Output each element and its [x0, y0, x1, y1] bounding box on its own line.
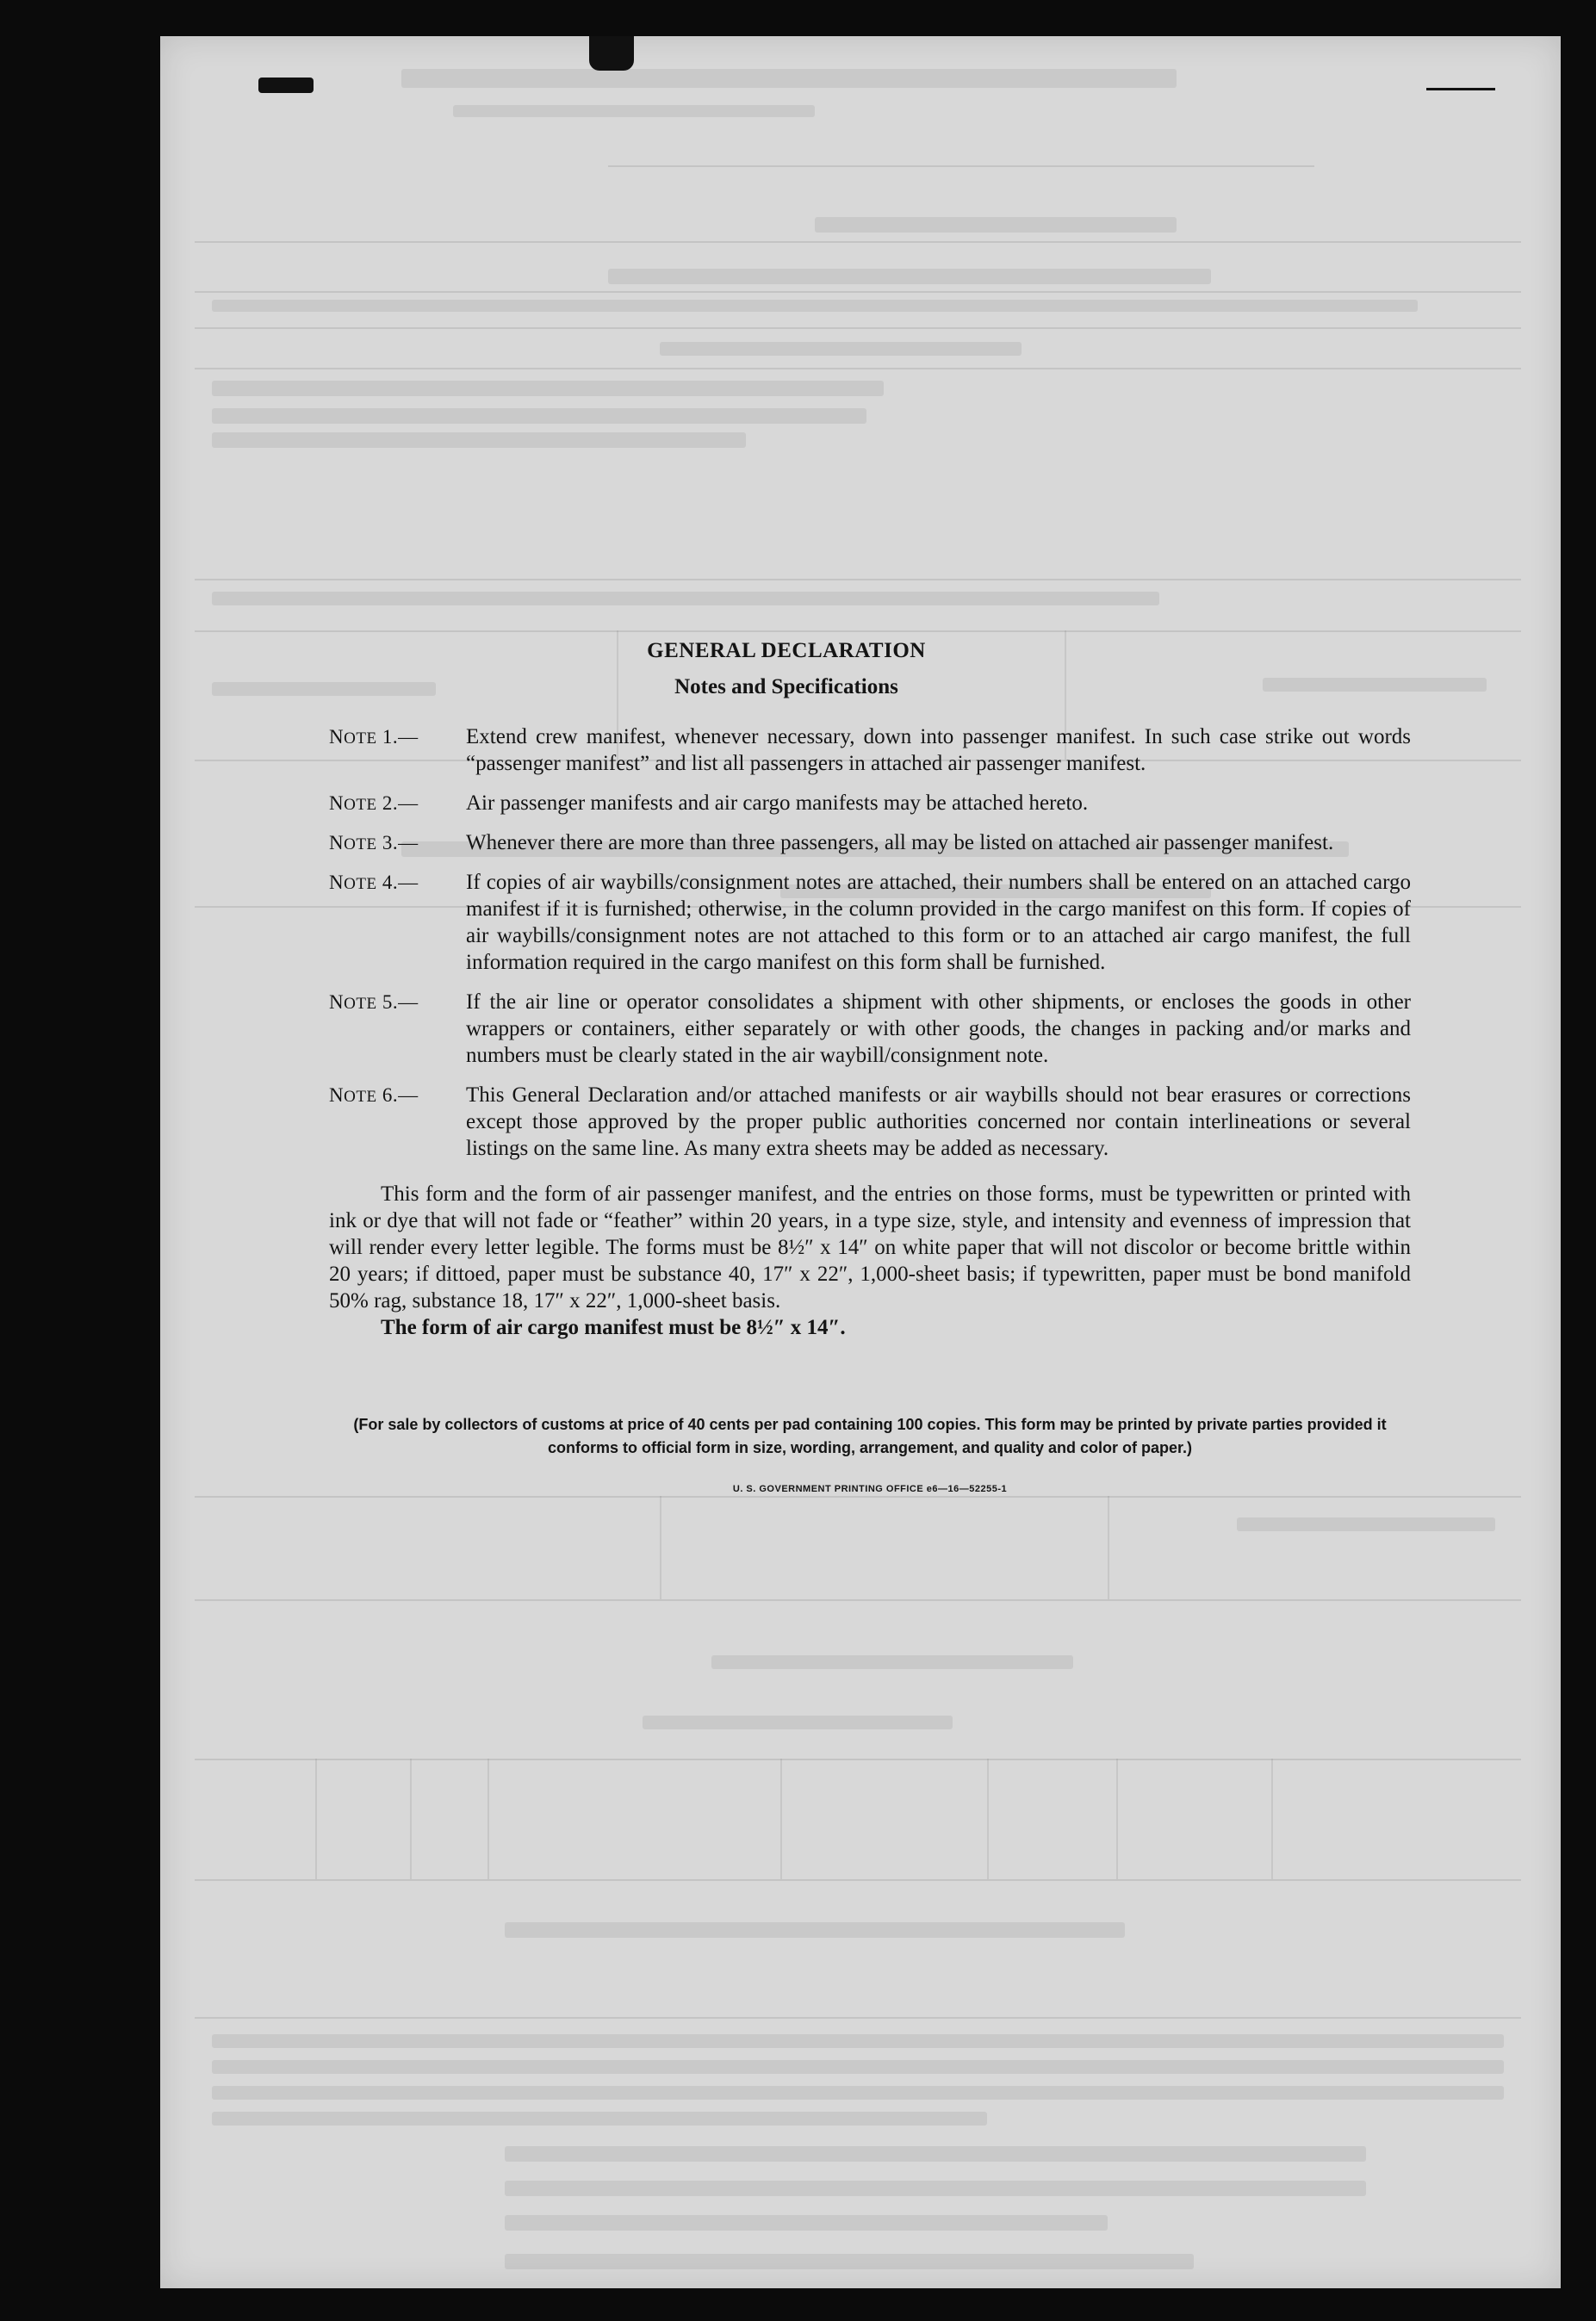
document-page [160, 36, 1561, 2288]
scan-artifact-mark [1426, 88, 1495, 90]
note-4 [329, 869, 1411, 976]
note-3 [329, 829, 1411, 856]
note-text: Air passenger manifests and air cargo manifests may be attached hereto. [466, 791, 1089, 815]
note-text: Extend crew manifest, whenever necessary, down into passenger manifest. In such case strike out words “passenger manifest” and list all passengers in attached air passenger manifest. [466, 725, 1411, 775]
note-label: NOTE 3.— [329, 832, 419, 853]
note-2 [329, 790, 1411, 816]
note-label: NOTE 1.— [329, 726, 419, 748]
scan-artifact-mark [258, 78, 314, 93]
note-text: Whenever there are more than three passengers, all may be listed on attached air passenger manifest. [466, 831, 1334, 854]
note-text: If copies of air waybills/consignment notes are attached, their numbers shall be entered on an attached cargo manifest if it is furnished; otherwise, in the column provided in the cargo manifest on this form. If copies of air waybills/consignment notes are not attached to this form or to an attached air cargo manifest, the full information required in the cargo manifest on this form shall be furnished. [466, 871, 1411, 974]
printing-office-line: U. S. GOVERNMENT PRINTING OFFICE e6—16—52255-1 [732, 1484, 1008, 1494]
note-label: NOTE 5.— [329, 991, 419, 1013]
cargo-manifest-size-line: The form of air cargo manifest must be 8½″ x 14″. [381, 1316, 846, 1339]
document-subtitle: Notes and Specifications [674, 675, 898, 698]
note-text: This General Declaration and/or attached manifests or air waybills should not bear erasures or corrections except those approved by the proper public authorities concerned nor contain interlineations or several listings on the same line. As many extra sheets may be added as necessary. [466, 1083, 1411, 1160]
note-text: If the air line or operator consolidates a shipment with other shipments, or encloses the goods in other wrappers or containers, either separately or with other goods, the changes in packing and/or marks and numbers must be clearly stated in the air waybill/consignment note. [466, 990, 1411, 1067]
note-6 [329, 1082, 1411, 1162]
notes-content [329, 639, 1561, 1494]
scan-artifact-mark [589, 36, 634, 71]
note-1 [329, 723, 1411, 777]
sale-notice: (For sale by collectors of customs at price of 40 cents per pad containing 100 copies. This form may be printed by private parties provided it conforms to official form in size, wording, arrangement, and quality and color of paper.) [353, 1416, 1387, 1456]
note-label: NOTE 2.— [329, 792, 419, 814]
note-label: NOTE 6.— [329, 1084, 419, 1106]
note-5 [329, 989, 1411, 1069]
form-specification-paragraph: This form and the form of air passenger manifest, and the entries on those forms, must be typewritten or printed with ink or dye that will not fade or “feather” within 20 years, in a type size, style, and intensity and evenness of impression that will render every letter legible. The forms must be 8½″ x 14″ on white paper that will not discolor or become brittle within 20 years; if dittoed, paper must be substance 40, 17″ x 22″, 1,000-sheet basis; if typewritten, paper must be bond manifold 50% rag, substance 18, 17″ x 22″, 1,000-sheet basis. [329, 1182, 1411, 1313]
document-title: GENERAL DECLARATION [647, 639, 926, 662]
note-label: NOTE 4.— [329, 872, 419, 893]
